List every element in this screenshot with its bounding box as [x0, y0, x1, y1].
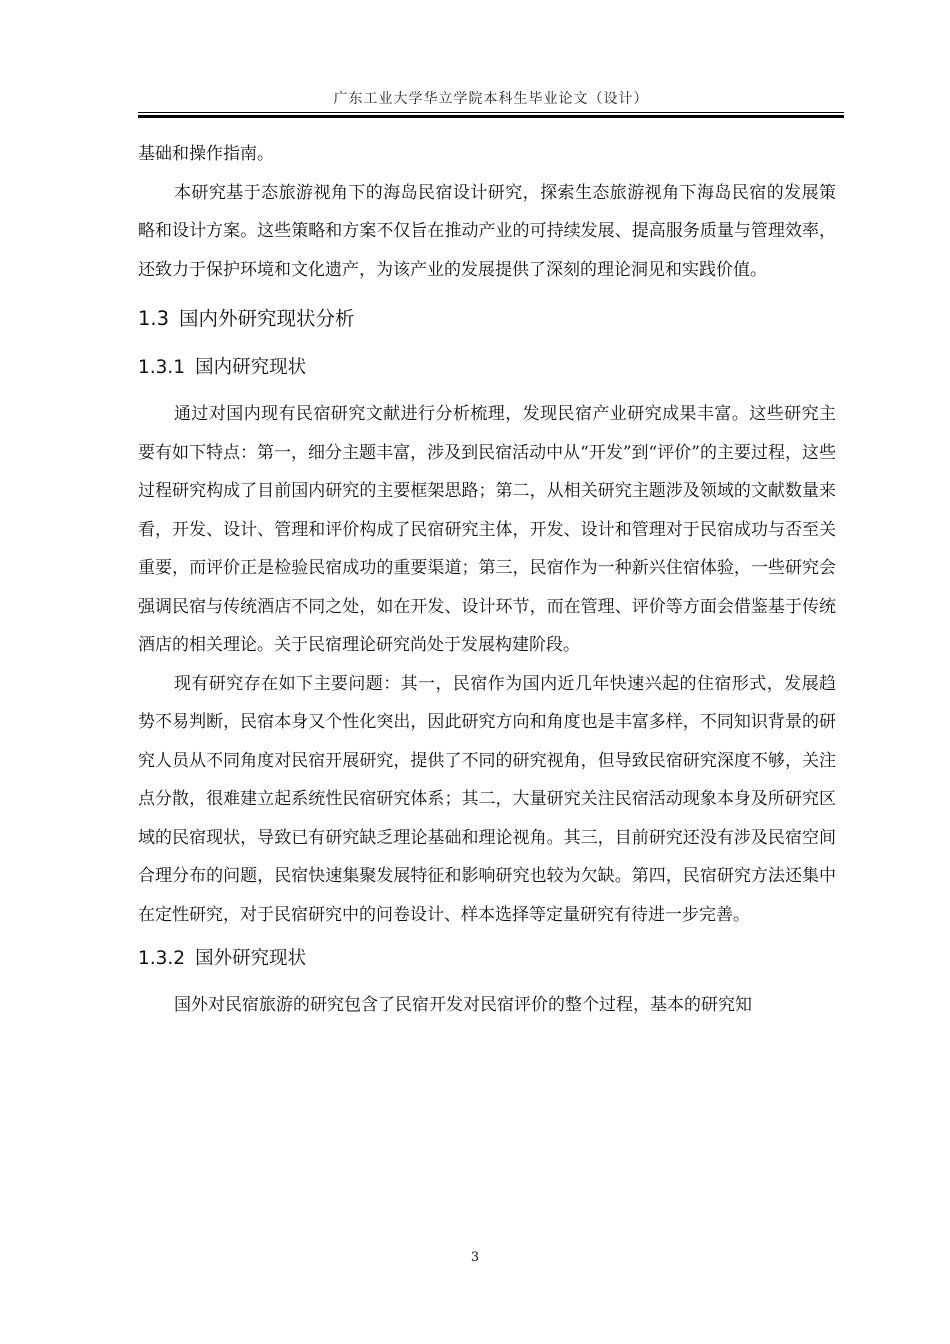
paragraph-foreign-research: 国外对民宿旅游的研究包含了民宿开发对民宿评价的整个过程，基本的研究知 [174, 995, 752, 1015]
header-rule-thick [138, 115, 844, 118]
subsection-title: 国外研究现状 [195, 948, 307, 969]
section-number: 1.3 [138, 307, 170, 330]
paragraph-domestic-problems: 现有研究存在如下主要问题：其一，民宿作为国内近几年快速兴起的住宿形式，发展趋势不易判断，民宿本身又个性化突出，因此研究方向和角度也是丰富多样，不同知识背景的研究人员从不同角度对民宿开展研究，提供了不同的研究视角，但导致民宿研究深度不够，关注点分散，很难建立起系统性民宿研究体系；其二，大量研究关注民宿活动现象本身及所研究区域的民宿现状，导致已有研究缺乏理论基础和理论视角。其三，目前研究还没有涉及民宿空间合理分布的问题，民宿快速集聚发展特征和影响研究也较为欠缺。第四，民宿研究方法还集中在定性研究，对于民宿研究中的问卷设计、样本选择等定量研究有待进一步完善。 [138, 673, 836, 925]
subsection-number: 1.3.2 [138, 948, 186, 969]
header-rule-thin [138, 112, 844, 113]
paragraph-continued: 基础和操作指南。 [138, 144, 274, 164]
subsection-heading-1-3-1 [138, 347, 836, 389]
page-number: 3 [470, 1250, 480, 1265]
paragraph-domestic-features: 通过对国内现有民宿研究文献进行分析梳理，发现民宿产业研究成果丰富。这些研究主要有如下特点：第一，细分主题丰富，涉及到民宿活动中从“开发”到“评价”的主要过程，这些过程研究构成了目前国内研究的主要框架思路；第二，从相关研究主题涉及领域的文献数量来看，开发、设计、管理和评价构成了民宿研究主体，开发、设计和管理对于民宿成功与否至关重要，而评价正是检验民宿成功的重要渠道；第三，民宿作为一种新兴住宿体验，一些研究会强调民宿与传统酒店不同之处，如在开发、设计环节，而在管理、评价等方面会借鉴基于传统酒店的相关理论。关于民宿理论研究尚处于发展构建阶段。 [138, 404, 836, 655]
page-header: 广东工业大学华立学院本科生毕业论文（设计） [333, 91, 649, 107]
page-content [138, 135, 836, 1025]
subsection-heading-1-3-2 [138, 938, 836, 980]
subsection-number: 1.3.1 [138, 357, 186, 378]
subsection-title: 国内研究现状 [195, 357, 307, 378]
paragraph-study-purpose: 本研究基于态旅游视角下的海岛民宿设计研究，探索生态旅游视角下海岛民宿的发展策略和设计方案。这些策略和方案不仅旨在推动产业的可持续发展、提高服务质量与管理效率，还致力于保护环境和文化遗产，为该产业的发展提供了深刻的理论洞见和实践价值。 [138, 182, 836, 280]
section-title: 国内外研究现状分析 [179, 307, 355, 330]
section-heading-1-3 [138, 297, 836, 341]
